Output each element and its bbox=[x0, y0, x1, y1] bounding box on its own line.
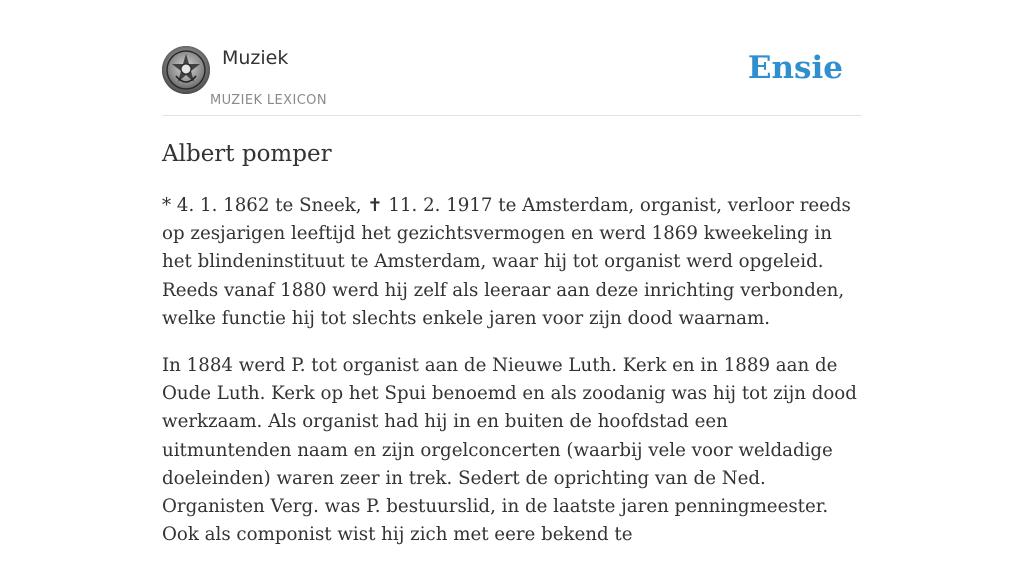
emblem-icon bbox=[162, 46, 210, 94]
source-avatar[interactable] bbox=[162, 46, 210, 94]
article-body bbox=[162, 192, 862, 568]
brand-logo[interactable]: Ensie bbox=[747, 50, 843, 86]
content-container bbox=[162, 0, 862, 546]
header bbox=[162, 0, 862, 116]
article-paragraph: * 4. 1. 1862 te Sneek, ✝ 11. 2. 1917 te Amsterdam, organist, verloor reeds op zesjarigen leeftijd het gezichtsvermogen en werd 1869 kweekeling in het blindeninstituut te Amsterdam, waar hij tot organist werd opgeleid. Reeds vanaf 1880 werd hij zelf als leeraar aan deze inrichting verbonden, welke functie hij tot slechts enkele jaren voor zijn dood waarnam. bbox=[162, 195, 851, 329]
source-category[interactable]: MUZIEK LEXICON bbox=[210, 93, 327, 108]
article-paragraph: In 1884 werd P. tot organist aan de Nieuwe Luth. Kerk en in 1889 aan de Oude Luth. Kerk op het Spui benoemd en als zoodanig was hij tot zijn dood werkzaam. Als organist had hij in en buiten de hoofdstad een uitmuntenden naam en zijn orgelconcerten (waarbij vele voor weldadige doeleinden) waren zeer in trek. Sedert de oprichting van de Ned. Organisten Verg. was P. bestuurslid, in de laatste jaren penningmeester. Ook als componist wist hij zich met eere bekend te bbox=[162, 355, 857, 546]
source-name[interactable]: Muziek bbox=[222, 47, 289, 69]
article-title: Albert pomper bbox=[162, 141, 332, 167]
